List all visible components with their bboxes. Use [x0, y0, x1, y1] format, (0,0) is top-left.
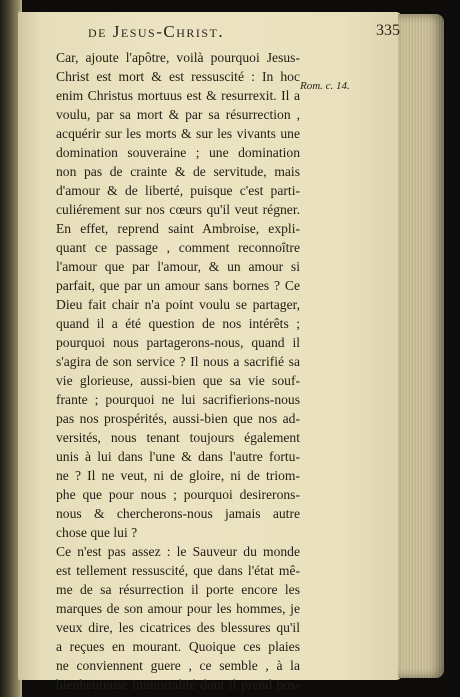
text-line: enim Christus mortuus est & resurrexit. Il a	[56, 88, 300, 103]
text-line: chose que lui ?	[56, 525, 138, 540]
text-line: voulu, par sa mort & par sa résurrection ,	[56, 107, 300, 122]
page-number: 335	[376, 22, 400, 39]
text-line: acquérir sur les morts & sur les vivants une	[56, 126, 300, 141]
text-line: bienheureuse immortalité dont il prend pos-	[56, 677, 300, 692]
text-line: quand il a été question de nos intérêts ;	[56, 316, 300, 331]
text-line: non pas de crainte & de servitude, mais	[56, 164, 300, 179]
text-line: pourquoi nous partagerons-nous, quand il	[56, 335, 300, 350]
page-header	[88, 22, 400, 46]
text-line: ne conviennent guere , ce semble , à la	[56, 658, 300, 673]
text-line: Car, ajoute l'apôtre, voilà pourquoi Jesus-	[56, 50, 300, 65]
margin-reference: Rom. c. 14.	[300, 80, 350, 92]
text-line: veux dire, les cicatrices des blessures qu'il	[56, 620, 300, 635]
running-title: de Jesus-Christ.	[88, 22, 225, 41]
text-line: l'amour que par l'amour, & un amour si	[56, 259, 300, 274]
text-line: Christ est mort & est ressuscité : In hoc	[56, 69, 300, 84]
text-line: frante ; pourquoi ne lui sacrifierions-nous	[56, 392, 300, 407]
text-line: s'agira de son service ? Il nous a sacrifié sa	[56, 354, 300, 369]
text-line: domination souveraine ; une domination	[56, 145, 300, 160]
text-line: unis à lui dans l'une & dans l'autre fortu-	[56, 449, 300, 464]
body-text	[56, 48, 300, 694]
text-line: nous & chercherons-nous jamais autre	[56, 506, 300, 521]
text-line: est tellement ressuscité, que dans l'état mê-	[56, 563, 300, 578]
text-line: parfait, que par un amour sans bornes ? Ce	[56, 278, 300, 293]
text-line: a reçues en mourant. Quoique ces plaies	[56, 639, 300, 654]
text-line: me de sa résurrection il porte encore les	[56, 582, 300, 597]
text-line: Ce n'est pas assez : le Sauveur du monde	[56, 544, 300, 559]
page-edges	[398, 14, 444, 678]
text-line: d'amour & de liberté, puisque c'est parti-	[56, 183, 300, 198]
text-line: ne ? Il ne veut, ni de gloire, ni de triom-	[56, 468, 300, 483]
text-line: vie glorieuse, aussi-bien que sa vie souf-	[56, 373, 300, 388]
text-line: phe que pour nous ; pourquoi desirerons-	[56, 487, 300, 502]
text-line: Dieu fait chair n'a point voulu se partager,	[56, 297, 300, 312]
text-line: culiérement sur nos cœurs qu'il veut régner.	[56, 202, 300, 217]
text-line: versités, nous tenant toujours également	[56, 430, 300, 445]
text-line: quant ce passage , comment reconnoître	[56, 240, 300, 255]
text-line: En effet, reprend saint Ambroise, expli-	[56, 221, 300, 236]
text-line: marques de son amour pour les hommes, je	[56, 601, 300, 616]
text-line: pas nos prospérités, aussi-bien que nos ad-	[56, 411, 300, 426]
